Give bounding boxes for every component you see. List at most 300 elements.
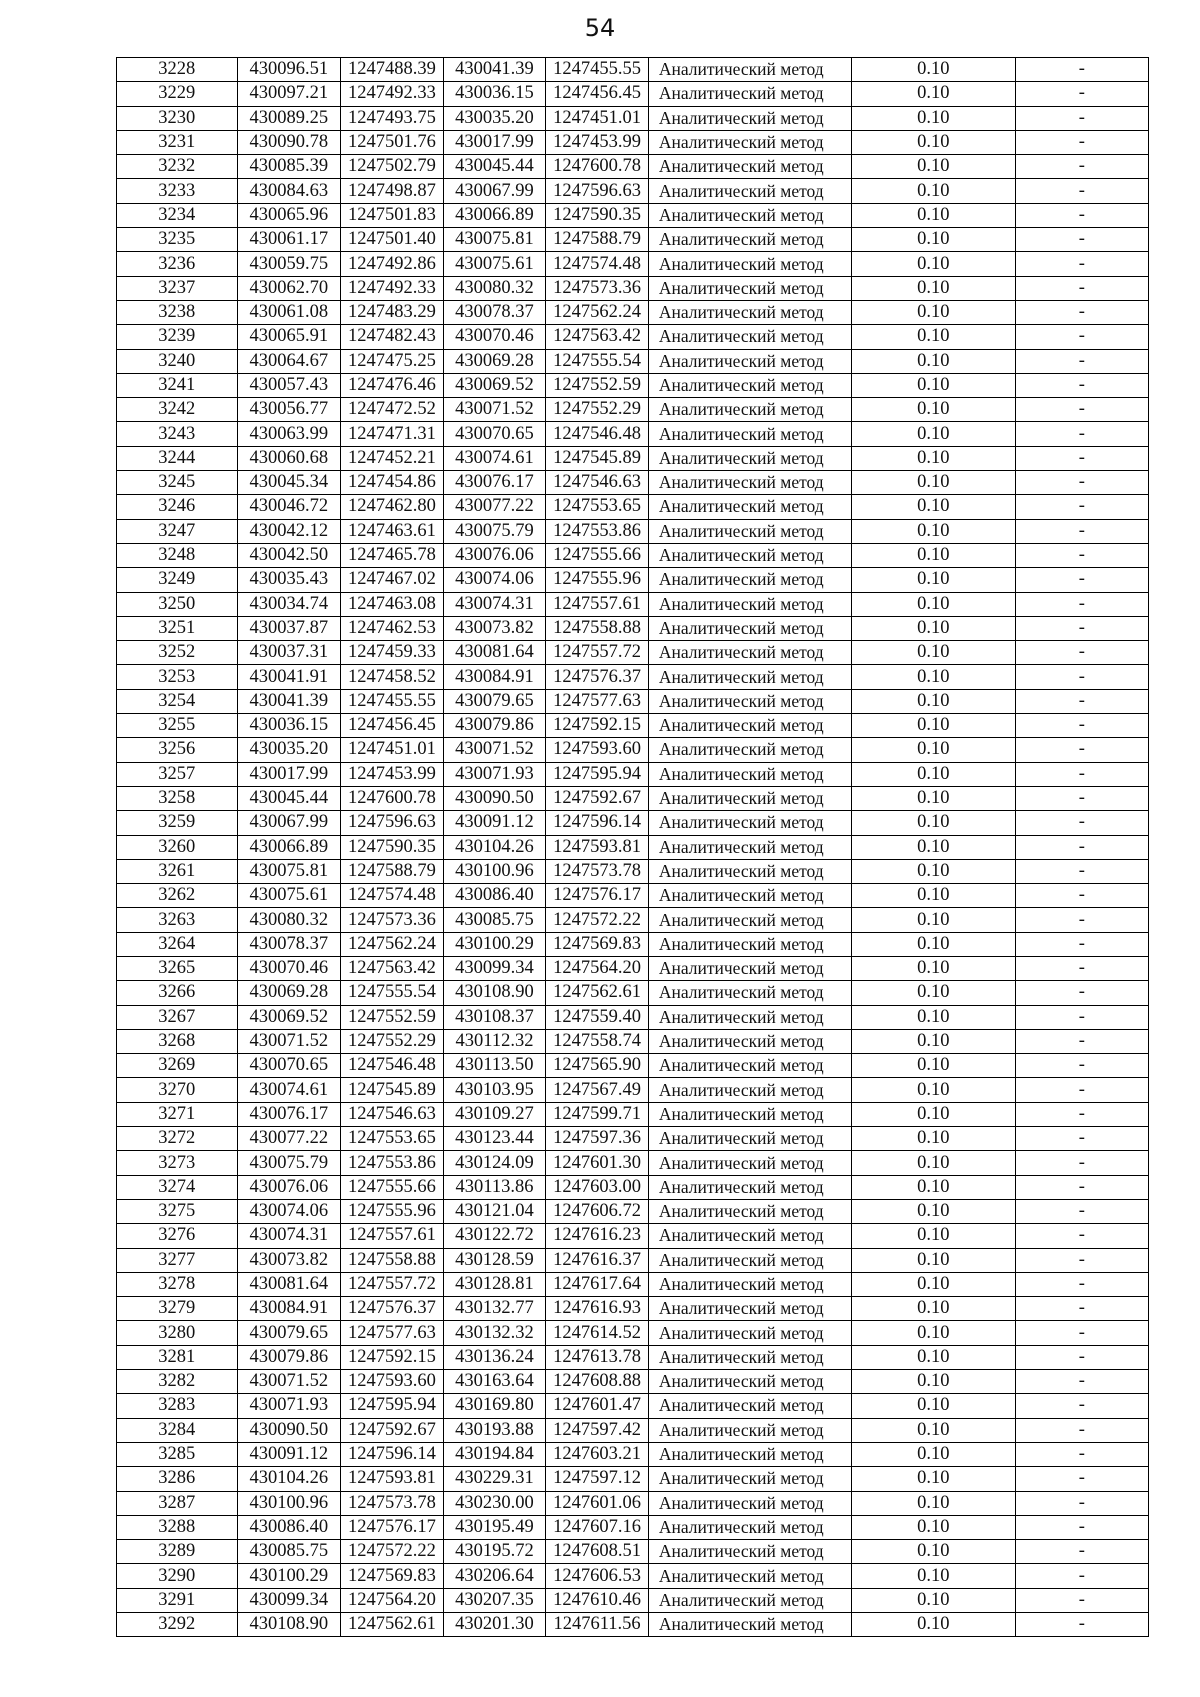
point-number-cell: 3288 bbox=[117, 1515, 238, 1539]
x2-cell: 430104.26 bbox=[443, 835, 546, 859]
x2-cell: 430073.82 bbox=[443, 616, 546, 640]
method-cell: Аналитический метод bbox=[648, 616, 851, 640]
x2-cell: 430124.09 bbox=[443, 1151, 546, 1175]
point-number-cell: 3236 bbox=[117, 252, 238, 276]
note-cell: - bbox=[1015, 1515, 1148, 1539]
accuracy-cell: 0.10 bbox=[851, 1102, 1015, 1126]
x1-cell: 430075.61 bbox=[237, 884, 341, 908]
table-row bbox=[117, 1588, 1149, 1612]
note-cell: - bbox=[1015, 835, 1148, 859]
x2-cell: 430070.65 bbox=[443, 422, 546, 446]
y2-cell: 1247601.47 bbox=[546, 1394, 649, 1418]
x1-cell: 430034.74 bbox=[237, 592, 341, 616]
note-cell: - bbox=[1015, 859, 1148, 883]
table-row bbox=[117, 58, 1149, 82]
y1-cell: 1247590.35 bbox=[341, 835, 444, 859]
accuracy-cell: 0.10 bbox=[851, 592, 1015, 616]
table-row bbox=[117, 398, 1149, 422]
method-cell: Аналитический метод bbox=[648, 932, 851, 956]
y1-cell: 1247552.29 bbox=[341, 1029, 444, 1053]
accuracy-cell: 0.10 bbox=[851, 373, 1015, 397]
y2-cell: 1247606.72 bbox=[546, 1199, 649, 1223]
table-row bbox=[117, 592, 1149, 616]
method-cell: Аналитический метод bbox=[648, 1613, 851, 1637]
method-cell: Аналитический метод bbox=[648, 641, 851, 665]
x2-cell: 430076.06 bbox=[443, 543, 546, 567]
accuracy-cell: 0.10 bbox=[851, 1370, 1015, 1394]
x2-cell: 430071.93 bbox=[443, 762, 546, 786]
y1-cell: 1247562.24 bbox=[341, 932, 444, 956]
table-row bbox=[117, 325, 1149, 349]
y1-cell: 1247454.86 bbox=[341, 471, 444, 495]
x2-cell: 430099.34 bbox=[443, 956, 546, 980]
coordinates-table-body bbox=[117, 58, 1149, 1637]
note-cell: - bbox=[1015, 1564, 1148, 1588]
table-row bbox=[117, 714, 1149, 738]
method-cell: Аналитический метод bbox=[648, 1175, 851, 1199]
y1-cell: 1247472.52 bbox=[341, 398, 444, 422]
note-cell: - bbox=[1015, 495, 1148, 519]
table-row bbox=[117, 1102, 1149, 1126]
x1-cell: 430079.65 bbox=[237, 1321, 341, 1345]
point-number-cell: 3258 bbox=[117, 786, 238, 810]
method-cell: Аналитический метод bbox=[648, 398, 851, 422]
y2-cell: 1247453.99 bbox=[546, 130, 649, 154]
x1-cell: 430035.43 bbox=[237, 568, 341, 592]
y2-cell: 1247573.78 bbox=[546, 859, 649, 883]
table-row bbox=[117, 155, 1149, 179]
x1-cell: 430045.34 bbox=[237, 471, 341, 495]
accuracy-cell: 0.10 bbox=[851, 762, 1015, 786]
x2-cell: 430075.61 bbox=[443, 252, 546, 276]
table-row bbox=[117, 1078, 1149, 1102]
point-number-cell: 3247 bbox=[117, 519, 238, 543]
y2-cell: 1247600.78 bbox=[546, 155, 649, 179]
x2-cell: 430045.44 bbox=[443, 155, 546, 179]
accuracy-cell: 0.10 bbox=[851, 276, 1015, 300]
y2-cell: 1247599.71 bbox=[546, 1102, 649, 1126]
x2-cell: 430100.29 bbox=[443, 932, 546, 956]
point-number-cell: 3291 bbox=[117, 1588, 238, 1612]
note-cell: - bbox=[1015, 811, 1148, 835]
x1-cell: 430089.25 bbox=[237, 106, 341, 130]
note-cell: - bbox=[1015, 616, 1148, 640]
point-number-cell: 3244 bbox=[117, 446, 238, 470]
note-cell: - bbox=[1015, 155, 1148, 179]
note-cell: - bbox=[1015, 714, 1148, 738]
method-cell: Аналитический метод bbox=[648, 422, 851, 446]
accuracy-cell: 0.10 bbox=[851, 1467, 1015, 1491]
x2-cell: 430128.81 bbox=[443, 1272, 546, 1296]
x1-cell: 430071.93 bbox=[237, 1394, 341, 1418]
method-cell: Аналитический метод bbox=[648, 1442, 851, 1466]
accuracy-cell: 0.10 bbox=[851, 58, 1015, 82]
y2-cell: 1247590.35 bbox=[546, 203, 649, 227]
x1-cell: 430036.15 bbox=[237, 714, 341, 738]
table-row bbox=[117, 276, 1149, 300]
y1-cell: 1247595.94 bbox=[341, 1394, 444, 1418]
y1-cell: 1247462.53 bbox=[341, 616, 444, 640]
y2-cell: 1247558.74 bbox=[546, 1029, 649, 1053]
accuracy-cell: 0.10 bbox=[851, 1564, 1015, 1588]
note-cell: - bbox=[1015, 179, 1148, 203]
y1-cell: 1247463.61 bbox=[341, 519, 444, 543]
accuracy-cell: 0.10 bbox=[851, 1540, 1015, 1564]
x2-cell: 430108.37 bbox=[443, 1005, 546, 1029]
y2-cell: 1247573.36 bbox=[546, 276, 649, 300]
y1-cell: 1247501.83 bbox=[341, 203, 444, 227]
table-row bbox=[117, 1540, 1149, 1564]
y2-cell: 1247606.53 bbox=[546, 1564, 649, 1588]
accuracy-cell: 0.10 bbox=[851, 689, 1015, 713]
x2-cell: 430070.46 bbox=[443, 325, 546, 349]
point-number-cell: 3229 bbox=[117, 82, 238, 106]
method-cell: Аналитический метод bbox=[648, 252, 851, 276]
note-cell: - bbox=[1015, 641, 1148, 665]
y1-cell: 1247557.61 bbox=[341, 1224, 444, 1248]
point-number-cell: 3282 bbox=[117, 1370, 238, 1394]
y2-cell: 1247456.45 bbox=[546, 82, 649, 106]
point-number-cell: 3230 bbox=[117, 106, 238, 130]
method-cell: Аналитический метод bbox=[648, 1127, 851, 1151]
point-number-cell: 3240 bbox=[117, 349, 238, 373]
y1-cell: 1247563.42 bbox=[341, 956, 444, 980]
point-number-cell: 3292 bbox=[117, 1613, 238, 1637]
accuracy-cell: 0.10 bbox=[851, 1005, 1015, 1029]
note-cell: - bbox=[1015, 1613, 1148, 1637]
y1-cell: 1247458.52 bbox=[341, 665, 444, 689]
x2-cell: 430128.59 bbox=[443, 1248, 546, 1272]
y2-cell: 1247616.93 bbox=[546, 1297, 649, 1321]
x1-cell: 430065.96 bbox=[237, 203, 341, 227]
y1-cell: 1247453.99 bbox=[341, 762, 444, 786]
x1-cell: 430086.40 bbox=[237, 1515, 341, 1539]
x1-cell: 430042.12 bbox=[237, 519, 341, 543]
x2-cell: 430122.72 bbox=[443, 1224, 546, 1248]
accuracy-cell: 0.10 bbox=[851, 1151, 1015, 1175]
y1-cell: 1247555.66 bbox=[341, 1175, 444, 1199]
table-row bbox=[117, 228, 1149, 252]
table-row bbox=[117, 1418, 1149, 1442]
x2-cell: 430195.72 bbox=[443, 1540, 546, 1564]
note-cell: - bbox=[1015, 1442, 1148, 1466]
x2-cell: 430077.22 bbox=[443, 495, 546, 519]
x2-cell: 430100.96 bbox=[443, 859, 546, 883]
accuracy-cell: 0.10 bbox=[851, 543, 1015, 567]
y1-cell: 1247564.20 bbox=[341, 1588, 444, 1612]
x2-cell: 430194.84 bbox=[443, 1442, 546, 1466]
point-number-cell: 3289 bbox=[117, 1540, 238, 1564]
note-cell: - bbox=[1015, 82, 1148, 106]
y1-cell: 1247576.17 bbox=[341, 1515, 444, 1539]
accuracy-cell: 0.10 bbox=[851, 1248, 1015, 1272]
y2-cell: 1247545.89 bbox=[546, 446, 649, 470]
note-cell: - bbox=[1015, 349, 1148, 373]
method-cell: Аналитический метод bbox=[648, 495, 851, 519]
table-row bbox=[117, 130, 1149, 154]
y2-cell: 1247565.90 bbox=[546, 1054, 649, 1078]
point-number-cell: 3249 bbox=[117, 568, 238, 592]
y1-cell: 1247482.43 bbox=[341, 325, 444, 349]
accuracy-cell: 0.10 bbox=[851, 1515, 1015, 1539]
y2-cell: 1247616.23 bbox=[546, 1224, 649, 1248]
note-cell: - bbox=[1015, 1199, 1148, 1223]
point-number-cell: 3252 bbox=[117, 641, 238, 665]
table-row bbox=[117, 786, 1149, 810]
x1-cell: 430074.06 bbox=[237, 1199, 341, 1223]
y2-cell: 1247555.96 bbox=[546, 568, 649, 592]
x1-cell: 430060.68 bbox=[237, 446, 341, 470]
y1-cell: 1247596.63 bbox=[341, 811, 444, 835]
table-row bbox=[117, 859, 1149, 883]
y1-cell: 1247492.33 bbox=[341, 82, 444, 106]
x2-cell: 430074.06 bbox=[443, 568, 546, 592]
table-row bbox=[117, 1272, 1149, 1296]
x2-cell: 430121.04 bbox=[443, 1199, 546, 1223]
x2-cell: 430195.49 bbox=[443, 1515, 546, 1539]
y1-cell: 1247572.22 bbox=[341, 1540, 444, 1564]
point-number-cell: 3277 bbox=[117, 1248, 238, 1272]
y1-cell: 1247552.59 bbox=[341, 1005, 444, 1029]
table-row bbox=[117, 1345, 1149, 1369]
x2-cell: 430075.81 bbox=[443, 228, 546, 252]
table-row bbox=[117, 1442, 1149, 1466]
y1-cell: 1247465.78 bbox=[341, 543, 444, 567]
coordinates-table bbox=[116, 57, 1149, 1637]
method-cell: Аналитический метод bbox=[648, 1272, 851, 1296]
table-row bbox=[117, 446, 1149, 470]
y2-cell: 1247597.42 bbox=[546, 1418, 649, 1442]
x2-cell: 430207.35 bbox=[443, 1588, 546, 1612]
x2-cell: 430041.39 bbox=[443, 58, 546, 82]
y1-cell: 1247452.21 bbox=[341, 446, 444, 470]
table-row bbox=[117, 495, 1149, 519]
point-number-cell: 3246 bbox=[117, 495, 238, 519]
accuracy-cell: 0.10 bbox=[851, 1297, 1015, 1321]
note-cell: - bbox=[1015, 1321, 1148, 1345]
x2-cell: 430079.86 bbox=[443, 714, 546, 738]
point-number-cell: 3266 bbox=[117, 981, 238, 1005]
method-cell: Аналитический метод bbox=[648, 981, 851, 1005]
y2-cell: 1247574.48 bbox=[546, 252, 649, 276]
note-cell: - bbox=[1015, 300, 1148, 324]
method-cell: Аналитический метод bbox=[648, 325, 851, 349]
note-cell: - bbox=[1015, 1248, 1148, 1272]
note-cell: - bbox=[1015, 1370, 1148, 1394]
accuracy-cell: 0.10 bbox=[851, 1029, 1015, 1053]
y2-cell: 1247546.63 bbox=[546, 471, 649, 495]
y1-cell: 1247483.29 bbox=[341, 300, 444, 324]
x1-cell: 430017.99 bbox=[237, 762, 341, 786]
point-number-cell: 3261 bbox=[117, 859, 238, 883]
accuracy-cell: 0.10 bbox=[851, 1078, 1015, 1102]
note-cell: - bbox=[1015, 422, 1148, 446]
table-row bbox=[117, 956, 1149, 980]
method-cell: Аналитический метод bbox=[648, 835, 851, 859]
method-cell: Аналитический метод bbox=[648, 1054, 851, 1078]
x1-cell: 430067.99 bbox=[237, 811, 341, 835]
y1-cell: 1247498.87 bbox=[341, 179, 444, 203]
x1-cell: 430108.90 bbox=[237, 1613, 341, 1637]
accuracy-cell: 0.10 bbox=[851, 616, 1015, 640]
method-cell: Аналитический метод bbox=[648, 1297, 851, 1321]
note-cell: - bbox=[1015, 1151, 1148, 1175]
x1-cell: 430069.28 bbox=[237, 981, 341, 1005]
note-cell: - bbox=[1015, 252, 1148, 276]
table-row bbox=[117, 884, 1149, 908]
method-cell: Аналитический метод bbox=[648, 1467, 851, 1491]
accuracy-cell: 0.10 bbox=[851, 714, 1015, 738]
accuracy-cell: 0.10 bbox=[851, 1442, 1015, 1466]
y1-cell: 1247573.36 bbox=[341, 908, 444, 932]
table-row bbox=[117, 1564, 1149, 1588]
y1-cell: 1247553.65 bbox=[341, 1127, 444, 1151]
method-cell: Аналитический метод bbox=[648, 373, 851, 397]
method-cell: Аналитический метод bbox=[648, 1224, 851, 1248]
x1-cell: 430090.50 bbox=[237, 1418, 341, 1442]
note-cell: - bbox=[1015, 738, 1148, 762]
accuracy-cell: 0.10 bbox=[851, 859, 1015, 883]
note-cell: - bbox=[1015, 228, 1148, 252]
method-cell: Аналитический метод bbox=[648, 859, 851, 883]
y1-cell: 1247501.40 bbox=[341, 228, 444, 252]
y2-cell: 1247614.52 bbox=[546, 1321, 649, 1345]
method-cell: Аналитический метод bbox=[648, 471, 851, 495]
table-row bbox=[117, 1175, 1149, 1199]
y1-cell: 1247459.33 bbox=[341, 641, 444, 665]
method-cell: Аналитический метод bbox=[648, 203, 851, 227]
x1-cell: 430073.82 bbox=[237, 1248, 341, 1272]
accuracy-cell: 0.10 bbox=[851, 130, 1015, 154]
accuracy-cell: 0.10 bbox=[851, 1321, 1015, 1345]
point-number-cell: 3245 bbox=[117, 471, 238, 495]
accuracy-cell: 0.10 bbox=[851, 641, 1015, 665]
x1-cell: 430071.52 bbox=[237, 1370, 341, 1394]
method-cell: Аналитический метод bbox=[648, 106, 851, 130]
point-number-cell: 3233 bbox=[117, 179, 238, 203]
x2-cell: 430230.00 bbox=[443, 1491, 546, 1515]
y1-cell: 1247462.80 bbox=[341, 495, 444, 519]
accuracy-cell: 0.10 bbox=[851, 228, 1015, 252]
accuracy-cell: 0.10 bbox=[851, 665, 1015, 689]
x2-cell: 430069.52 bbox=[443, 373, 546, 397]
method-cell: Аналитический метод bbox=[648, 762, 851, 786]
point-number-cell: 3253 bbox=[117, 665, 238, 689]
method-cell: Аналитический метод bbox=[648, 543, 851, 567]
point-number-cell: 3260 bbox=[117, 835, 238, 859]
point-number-cell: 3257 bbox=[117, 762, 238, 786]
accuracy-cell: 0.10 bbox=[851, 252, 1015, 276]
accuracy-cell: 0.10 bbox=[851, 738, 1015, 762]
y2-cell: 1247557.72 bbox=[546, 641, 649, 665]
table-row bbox=[117, 981, 1149, 1005]
x1-cell: 430076.17 bbox=[237, 1102, 341, 1126]
method-cell: Аналитический метод bbox=[648, 1199, 851, 1223]
table-row bbox=[117, 82, 1149, 106]
table-row bbox=[117, 543, 1149, 567]
accuracy-cell: 0.10 bbox=[851, 1054, 1015, 1078]
note-cell: - bbox=[1015, 1272, 1148, 1296]
table-row bbox=[117, 1370, 1149, 1394]
point-number-cell: 3290 bbox=[117, 1564, 238, 1588]
y1-cell: 1247493.75 bbox=[341, 106, 444, 130]
accuracy-cell: 0.10 bbox=[851, 568, 1015, 592]
x1-cell: 430100.96 bbox=[237, 1491, 341, 1515]
x1-cell: 430042.50 bbox=[237, 543, 341, 567]
y1-cell: 1247456.45 bbox=[341, 714, 444, 738]
y1-cell: 1247488.39 bbox=[341, 58, 444, 82]
y1-cell: 1247492.33 bbox=[341, 276, 444, 300]
method-cell: Аналитический метод bbox=[648, 908, 851, 932]
x1-cell: 430046.72 bbox=[237, 495, 341, 519]
y1-cell: 1247577.63 bbox=[341, 1321, 444, 1345]
x1-cell: 430074.31 bbox=[237, 1224, 341, 1248]
table-row bbox=[117, 179, 1149, 203]
point-number-cell: 3287 bbox=[117, 1491, 238, 1515]
y1-cell: 1247600.78 bbox=[341, 786, 444, 810]
x2-cell: 430229.31 bbox=[443, 1467, 546, 1491]
x1-cell: 430037.87 bbox=[237, 616, 341, 640]
x1-cell: 430085.75 bbox=[237, 1540, 341, 1564]
method-cell: Аналитический метод bbox=[648, 1564, 851, 1588]
accuracy-cell: 0.10 bbox=[851, 811, 1015, 835]
point-number-cell: 3232 bbox=[117, 155, 238, 179]
method-cell: Аналитический метод bbox=[648, 228, 851, 252]
y2-cell: 1247455.55 bbox=[546, 58, 649, 82]
point-number-cell: 3267 bbox=[117, 1005, 238, 1029]
y2-cell: 1247562.24 bbox=[546, 300, 649, 324]
accuracy-cell: 0.10 bbox=[851, 155, 1015, 179]
y2-cell: 1247608.88 bbox=[546, 1370, 649, 1394]
accuracy-cell: 0.10 bbox=[851, 203, 1015, 227]
y1-cell: 1247501.76 bbox=[341, 130, 444, 154]
y2-cell: 1247558.88 bbox=[546, 616, 649, 640]
table-row bbox=[117, 932, 1149, 956]
x1-cell: 430061.17 bbox=[237, 228, 341, 252]
method-cell: Аналитический метод bbox=[648, 592, 851, 616]
method-cell: Аналитический метод bbox=[648, 1005, 851, 1029]
note-cell: - bbox=[1015, 1588, 1148, 1612]
x1-cell: 430075.79 bbox=[237, 1151, 341, 1175]
method-cell: Аналитический метод bbox=[648, 155, 851, 179]
note-cell: - bbox=[1015, 276, 1148, 300]
y2-cell: 1247569.83 bbox=[546, 932, 649, 956]
point-number-cell: 3243 bbox=[117, 422, 238, 446]
table-row bbox=[117, 1199, 1149, 1223]
y2-cell: 1247596.14 bbox=[546, 811, 649, 835]
y2-cell: 1247557.61 bbox=[546, 592, 649, 616]
note-cell: - bbox=[1015, 1394, 1148, 1418]
x1-cell: 430080.32 bbox=[237, 908, 341, 932]
point-number-cell: 3268 bbox=[117, 1029, 238, 1053]
x1-cell: 430100.29 bbox=[237, 1564, 341, 1588]
table-row bbox=[117, 665, 1149, 689]
y2-cell: 1247555.54 bbox=[546, 349, 649, 373]
y2-cell: 1247576.37 bbox=[546, 665, 649, 689]
note-cell: - bbox=[1015, 932, 1148, 956]
y2-cell: 1247555.66 bbox=[546, 543, 649, 567]
accuracy-cell: 0.10 bbox=[851, 908, 1015, 932]
note-cell: - bbox=[1015, 1078, 1148, 1102]
point-number-cell: 3275 bbox=[117, 1199, 238, 1223]
point-number-cell: 3273 bbox=[117, 1151, 238, 1175]
method-cell: Аналитический метод bbox=[648, 689, 851, 713]
method-cell: Аналитический метод bbox=[648, 1248, 851, 1272]
accuracy-cell: 0.10 bbox=[851, 1613, 1015, 1637]
table-row bbox=[117, 641, 1149, 665]
point-number-cell: 3250 bbox=[117, 592, 238, 616]
method-cell: Аналитический метод bbox=[648, 1491, 851, 1515]
